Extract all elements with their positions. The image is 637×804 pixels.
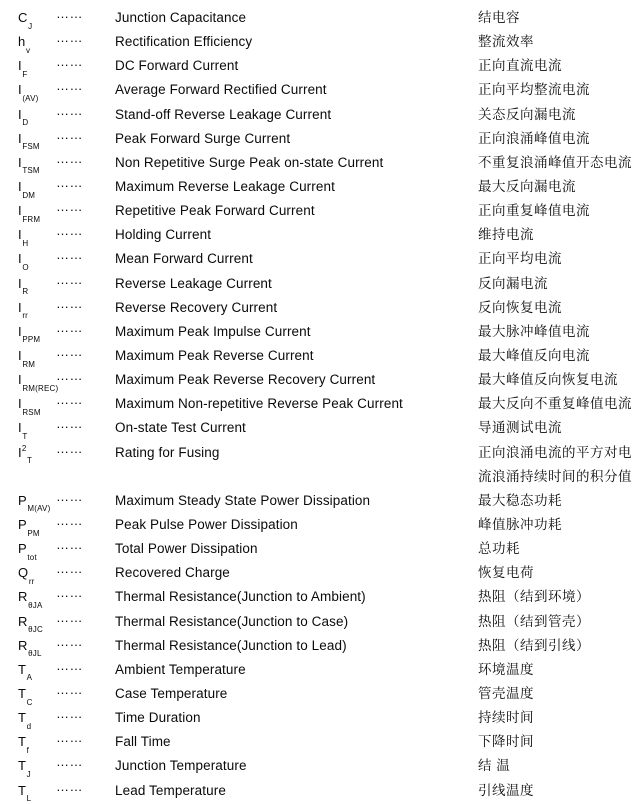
chinese-term: 正向重复峰值电流 [478, 203, 590, 219]
symbol-main: P [18, 492, 27, 508]
symbol-notation [18, 441, 32, 465]
chinese-term: 不重复浪涌峰值开态电流 [478, 154, 632, 170]
symbol-main: I [18, 82, 22, 98]
dots-separator: …… [56, 126, 83, 142]
dots-separator: …… [56, 633, 83, 649]
symbol-notation [18, 730, 29, 754]
symbol-main: I [18, 347, 22, 363]
glossary-row [0, 30, 637, 54]
english-term: Junction Temperature [115, 758, 247, 774]
symbol-subscript: M(AV) [27, 504, 51, 514]
english-term: Maximum Peak Impulse Current [115, 323, 311, 339]
english-term: Junction Capacitance [115, 10, 247, 25]
dots-separator: …… [56, 368, 83, 384]
symbol-main: I [18, 58, 22, 74]
symbol-main: T [18, 685, 27, 701]
symbol-subscript: DM [22, 190, 36, 200]
english-term: Average Forward Rectified Current [115, 82, 327, 98]
symbol-main: T [18, 661, 27, 677]
symbol-main: T [18, 710, 27, 726]
glossary-row [0, 223, 637, 247]
symbol-main: I [18, 251, 22, 267]
symbol-notation [18, 127, 39, 151]
english-term: Fall Time [115, 734, 171, 750]
symbol-main: I [18, 275, 22, 291]
dots-separator: …… [56, 319, 83, 335]
symbol-main: I [18, 154, 22, 170]
symbol-main: I [18, 203, 22, 219]
dots-separator: …… [56, 150, 83, 166]
glossary-row [0, 537, 637, 561]
symbol-main: I [18, 106, 22, 122]
english-term: Thermal Resistance(Junction to Lead) [115, 637, 347, 653]
symbol-superscript: 2 [21, 443, 27, 453]
chinese-term: 下降时间 [478, 734, 534, 750]
symbol-main: h [18, 34, 26, 50]
chinese-term: 引线温度 [478, 782, 534, 798]
symbol-subscript: J [28, 21, 33, 31]
chinese-term: 正向浪涌电流的平方对电 [478, 444, 632, 460]
glossary-row [0, 296, 637, 320]
chinese-term: 环境温度 [478, 661, 534, 677]
symbol-subscript: A [26, 673, 33, 683]
english-term: Maximum Peak Reverse Current [115, 347, 314, 363]
symbol-main: I [18, 420, 22, 436]
symbol-subscript: PM [27, 528, 40, 538]
symbol-subscript: (AV) [22, 94, 39, 104]
symbol-subscript: L [26, 794, 32, 804]
dots-separator: …… [56, 247, 83, 263]
dots-separator: …… [56, 271, 83, 287]
symbol-notation [18, 489, 50, 513]
symbol-main: Q [18, 565, 29, 581]
dots-separator: …… [56, 54, 83, 70]
chinese-term: 热阻（结到引线） [478, 637, 590, 653]
english-term: Reverse Recovery Current [115, 299, 278, 315]
english-term: Thermal Resistance(Junction to Ambient) [115, 589, 366, 605]
symbol-subscript: H [22, 238, 29, 248]
english-term: Reverse Leakage Current [115, 275, 272, 291]
glossary-row [0, 706, 637, 730]
dots-separator: …… [56, 706, 83, 722]
english-term: Maximum Non-repetitive Reverse Peak Current [115, 396, 403, 412]
symbol-notation [18, 416, 27, 440]
chinese-term: 反向恢复电流 [478, 299, 562, 315]
symbol-notation [18, 6, 32, 30]
symbol-subscript: RM(REC) [22, 383, 59, 393]
english-term: Stand-off Reverse Leakage Current [115, 106, 332, 122]
symbol-subscript: T [22, 431, 28, 441]
chinese-term: 最大反向不重复峰值电流 [478, 396, 632, 412]
chinese-term: 关态反向漏电流 [478, 106, 576, 122]
symbol-subscript: d [26, 721, 32, 731]
glossary-row [0, 416, 637, 440]
symbol-subscript: θJC [28, 625, 43, 635]
glossary-row [0, 247, 637, 271]
glossary-row [0, 658, 637, 682]
chinese-term: 总功耗 [478, 541, 520, 557]
dots-separator: …… [56, 512, 83, 528]
symbol-notation [18, 30, 30, 54]
symbol-notation [18, 247, 28, 271]
glossary-row [0, 730, 637, 754]
symbol-main: R [18, 637, 28, 653]
english-term: Repetitive Peak Forward Current [115, 203, 315, 219]
glossary-row [0, 151, 637, 175]
chinese-term: 最大峰值反向电流 [478, 347, 590, 363]
symbol-subscript: J [26, 769, 31, 779]
symbol-subscript: TSM [22, 166, 40, 176]
symbol-main: T [18, 758, 27, 774]
dots-separator: …… [56, 102, 83, 118]
chinese-term: 反向漏电流 [478, 275, 548, 291]
chinese-term: 结电容 [478, 10, 520, 25]
glossary-row [0, 561, 637, 585]
symbol-notation [18, 151, 39, 175]
dots-separator: …… [56, 561, 83, 577]
chinese-term: 正向平均电流 [478, 251, 562, 267]
symbol-notation [18, 272, 28, 296]
dots-separator: …… [56, 537, 83, 553]
chinese-term: 正向直流电流 [478, 58, 562, 74]
dots-separator: …… [56, 754, 83, 770]
english-term: Rectification Efficiency [115, 34, 253, 50]
dots-separator: …… [56, 730, 83, 746]
dots-separator: …… [56, 6, 83, 21]
symbol-subscript: RSM [22, 407, 41, 417]
chinese-term: 最大脉冲峰值电流 [478, 323, 590, 339]
glossary-row [0, 78, 637, 102]
english-term: Recovered Charge [115, 565, 230, 581]
chinese-term: 持续时间 [478, 710, 534, 726]
symbol-main: I [18, 323, 22, 339]
symbol-subscript: R [22, 287, 29, 297]
dots-separator: …… [56, 78, 83, 94]
glossary-row [0, 779, 637, 803]
symbol-notation [18, 54, 27, 78]
english-term: Time Duration [115, 710, 201, 726]
symbol-notation [18, 344, 35, 368]
chinese-term: 维持电流 [478, 227, 534, 243]
symbol-main: R [18, 589, 28, 605]
glossary-row [0, 127, 637, 151]
glossary-row [0, 272, 637, 296]
symbol-notation [18, 320, 40, 344]
glossary-row [0, 465, 637, 489]
dots-separator: …… [56, 199, 83, 215]
english-term: Maximum Reverse Leakage Current [115, 178, 335, 194]
dots-separator: …… [56, 392, 83, 408]
symbol-notation [18, 634, 41, 658]
symbol-subscript: RM [22, 359, 36, 369]
chinese-term: 导通测试电流 [478, 420, 562, 436]
symbol-main: T [18, 782, 27, 798]
symbol-notation [18, 513, 39, 537]
dots-separator: …… [56, 416, 83, 432]
symbol-subscript: rr [22, 311, 29, 321]
symbol-notation [18, 610, 42, 634]
glossary-row [0, 175, 637, 199]
dots-separator: …… [56, 778, 83, 794]
symbol-main: R [18, 613, 28, 629]
symbol-subscript: f [26, 745, 30, 755]
english-term: Case Temperature [115, 685, 228, 701]
symbol-main: I [18, 299, 22, 315]
glossary-row [0, 610, 637, 634]
symbol-subscript: D [22, 118, 29, 128]
dots-separator: …… [56, 223, 83, 239]
chinese-term: 结 温 [478, 758, 511, 774]
symbol-notation [18, 296, 28, 320]
symbol-subscript: C [26, 697, 33, 707]
symbol-notation [18, 561, 34, 585]
chinese-term: 整流效率 [478, 34, 534, 50]
symbol-main: P [18, 516, 27, 532]
english-term: Rating for Fusing [115, 444, 220, 460]
symbol-notation [18, 368, 58, 392]
symbol-notation [18, 199, 40, 223]
glossary-row [0, 392, 637, 416]
symbol-main: I [18, 444, 22, 460]
english-term: Thermal Resistance(Junction to Case) [115, 613, 349, 629]
symbol-notation [18, 537, 36, 561]
symbol-main: I [18, 130, 22, 146]
symbol-main: I [18, 227, 22, 243]
dots-separator: …… [56, 343, 83, 359]
symbol-subscript: v [25, 45, 31, 55]
glossary-row [0, 441, 637, 465]
symbol-main: P [18, 541, 27, 557]
chinese-term: 最大峰值反向恢复电流 [478, 372, 618, 388]
chinese-term: 最大反向漏电流 [478, 178, 576, 194]
dots-separator: …… [56, 440, 83, 456]
symbol-notation [18, 103, 28, 127]
glossary-row [0, 754, 637, 778]
english-term: On-state Test Current [115, 420, 246, 436]
chinese-term: 恢复电荷 [478, 565, 534, 581]
english-term: Maximum Steady State Power Dissipation [115, 492, 371, 508]
symbol-subscript: θJL [28, 649, 42, 659]
symbol-main: I [18, 372, 22, 388]
dots-separator: …… [56, 30, 83, 46]
english-term: Holding Current [115, 227, 212, 243]
dots-separator: …… [56, 585, 83, 601]
symbol-subscript: PPM [22, 335, 41, 345]
symbol-main: I [18, 396, 22, 412]
glossary-row [0, 6, 637, 30]
symbol-subscript: θJA [28, 600, 43, 610]
glossary-row [0, 585, 637, 609]
dots-separator: …… [56, 295, 83, 311]
english-term: Maximum Peak Reverse Recovery Current [115, 372, 376, 388]
symbol-main: T [18, 734, 27, 750]
glossary-row [0, 54, 637, 78]
symbol-notation [18, 175, 35, 199]
glossary-row [0, 368, 637, 392]
symbol-main: C [18, 10, 28, 25]
english-term: DC Forward Current [115, 58, 239, 74]
dots-separator: …… [56, 174, 83, 190]
chinese-term: 流浪涌持续时间的积分值 [478, 468, 632, 484]
glossary-row [0, 513, 637, 537]
glossary-row [0, 489, 637, 513]
symbol-subscript: O [22, 263, 29, 272]
glossary-row [0, 634, 637, 658]
dots-separator: …… [56, 488, 83, 504]
chinese-term: 热阻（结到环境） [478, 589, 590, 605]
symbol-subscript: F [22, 69, 28, 79]
chinese-term: 最大稳态功耗 [478, 492, 562, 508]
chinese-term: 峰值脉冲功耗 [478, 516, 562, 532]
glossary-row [0, 199, 637, 223]
english-term: Ambient Temperature [115, 661, 246, 677]
symbol-notation [18, 585, 42, 609]
symbol-subscript: T [26, 456, 33, 466]
symbol-notation [18, 223, 28, 247]
symbol-notation [18, 392, 40, 416]
english-term: Lead Temperature [115, 782, 226, 798]
english-term: Non Repetitive Surge Peak on-state Current [115, 154, 384, 170]
symbol-notation [18, 779, 31, 803]
symbol-subscript: tot [27, 552, 37, 562]
glossary-row [0, 682, 637, 706]
chinese-term: 正向浪涌峰值电流 [478, 130, 590, 146]
symbol-main: I [18, 178, 22, 194]
symbol-notation [18, 78, 38, 102]
symbol-subscript: rr [28, 576, 35, 586]
chinese-term: 管壳温度 [478, 685, 534, 701]
dots-separator: …… [56, 609, 83, 625]
chinese-term: 正向平均整流电流 [478, 82, 590, 98]
english-term: Peak Forward Surge Current [115, 130, 291, 146]
glossary-row [0, 320, 637, 344]
symbol-subscript: FSM [22, 142, 40, 152]
symbol-subscript: FRM [22, 214, 41, 224]
chinese-term: 热阻（结到管壳） [478, 613, 590, 629]
dots-separator: …… [56, 681, 83, 697]
symbol-notation [18, 658, 32, 682]
symbol-notation [18, 682, 32, 706]
symbol-notation [18, 706, 31, 730]
english-term: Peak Pulse Power Dissipation [115, 516, 298, 532]
english-term: Mean Forward Current [115, 251, 253, 267]
dots-separator: …… [56, 657, 83, 673]
glossary-row [0, 344, 637, 368]
glossary-row [0, 103, 637, 127]
symbol-notation [18, 754, 30, 778]
english-term: Total Power Dissipation [115, 541, 258, 557]
